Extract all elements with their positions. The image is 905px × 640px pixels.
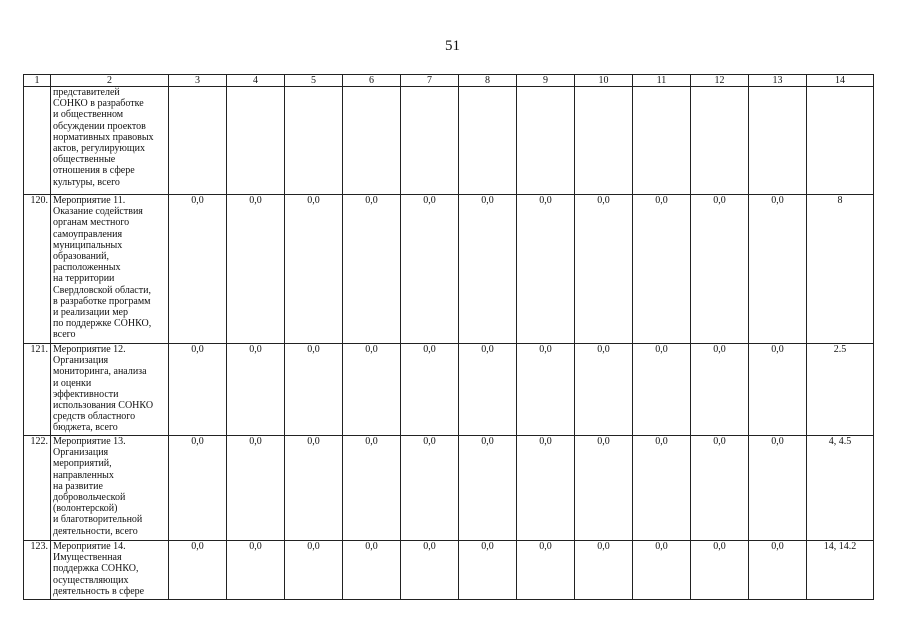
row-name: Мероприятие 12. Организация мониторинга, анализа и оценки эффективности использования СОНКО средств областного бюджета, всего — [51, 344, 169, 436]
row-value: 0,0 — [401, 344, 459, 436]
row-value: 0,0 — [227, 436, 285, 541]
row-target: 8 — [807, 195, 874, 344]
row-value: 0,0 — [459, 195, 517, 344]
row-value: 0,0 — [343, 541, 401, 600]
row-value — [459, 87, 517, 195]
row-value: 0,0 — [517, 541, 575, 600]
row-value: 0,0 — [691, 195, 749, 344]
row-value: 0,0 — [633, 344, 691, 436]
row-value: 0,0 — [401, 541, 459, 600]
row-number: 123. — [24, 541, 51, 600]
row-target: 4, 4.5 — [807, 436, 874, 541]
row-value — [227, 87, 285, 195]
row-value: 0,0 — [633, 436, 691, 541]
table-row — [24, 541, 874, 600]
row-value — [343, 87, 401, 195]
row-value: 0,0 — [285, 436, 343, 541]
row-number: 120. — [24, 195, 51, 344]
row-value: 0,0 — [459, 344, 517, 436]
table-row — [24, 87, 874, 195]
row-target: 14, 14.2 — [807, 541, 874, 600]
row-value: 0,0 — [633, 541, 691, 600]
row-name: Мероприятие 13. Организация мероприятий, направленных на развитие добровольческой (волонтерской) и благотворительной деятельности, всего — [51, 436, 169, 541]
row-value: 0,0 — [749, 344, 807, 436]
row-value: 0,0 — [749, 541, 807, 600]
row-value — [517, 87, 575, 195]
row-value — [401, 87, 459, 195]
row-value — [749, 87, 807, 195]
row-value: 0,0 — [691, 344, 749, 436]
row-name: представителей СОНКО в разработке и общественном обсуждении проектов нормативных правовых актов, регулирующих общественные отношения в сфере культуры, всего — [51, 87, 169, 195]
table-row — [24, 344, 874, 436]
row-value: 0,0 — [691, 436, 749, 541]
column-header: 8 — [459, 75, 517, 87]
row-value: 0,0 — [517, 436, 575, 541]
column-header: 4 — [227, 75, 285, 87]
row-value: 0,0 — [285, 541, 343, 600]
row-value: 0,0 — [343, 344, 401, 436]
row-value: 0,0 — [343, 195, 401, 344]
row-value — [285, 87, 343, 195]
row-value: 0,0 — [575, 344, 633, 436]
row-number: 122. — [24, 436, 51, 541]
row-target: 2.5 — [807, 344, 874, 436]
column-header: 6 — [343, 75, 401, 87]
row-number: 121. — [24, 344, 51, 436]
column-header: 11 — [633, 75, 691, 87]
row-number — [24, 87, 51, 195]
row-value: 0,0 — [517, 195, 575, 344]
row-value: 0,0 — [691, 541, 749, 600]
table-row — [24, 195, 874, 344]
column-header-row — [24, 75, 874, 87]
row-value: 0,0 — [285, 195, 343, 344]
row-value — [691, 87, 749, 195]
column-header: 12 — [691, 75, 749, 87]
row-name: Мероприятие 11. Оказание содействия органам местного самоуправления муниципальных образований, расположенных на территории Свердловской области, в разработке программ и реализации мер по поддержке СОНКО, всего — [51, 195, 169, 344]
row-target — [807, 87, 874, 195]
row-value: 0,0 — [575, 436, 633, 541]
column-header: 10 — [575, 75, 633, 87]
row-value: 0,0 — [227, 541, 285, 600]
row-value: 0,0 — [169, 344, 227, 436]
row-value: 0,0 — [169, 436, 227, 541]
column-header: 1 — [24, 75, 51, 87]
row-value: 0,0 — [749, 436, 807, 541]
row-value: 0,0 — [517, 344, 575, 436]
row-value: 0,0 — [459, 541, 517, 600]
row-value: 0,0 — [401, 195, 459, 344]
row-name: Мероприятие 14. Имущественная поддержка СОНКО, осуществляющих деятельность в сфере — [51, 541, 169, 600]
table-row — [24, 436, 874, 541]
row-value — [633, 87, 691, 195]
data-table — [23, 74, 874, 600]
row-value — [169, 87, 227, 195]
row-value: 0,0 — [575, 195, 633, 344]
row-value: 0,0 — [169, 541, 227, 600]
row-value: 0,0 — [227, 195, 285, 344]
row-value: 0,0 — [633, 195, 691, 344]
column-header: 5 — [285, 75, 343, 87]
row-value: 0,0 — [169, 195, 227, 344]
row-value: 0,0 — [401, 436, 459, 541]
page-number: 51 — [445, 38, 460, 54]
column-header: 7 — [401, 75, 459, 87]
column-header: 2 — [51, 75, 169, 87]
row-value: 0,0 — [285, 344, 343, 436]
row-value: 0,0 — [575, 541, 633, 600]
column-header: 9 — [517, 75, 575, 87]
column-header: 3 — [169, 75, 227, 87]
column-header: 13 — [749, 75, 807, 87]
row-value: 0,0 — [749, 195, 807, 344]
row-value: 0,0 — [343, 436, 401, 541]
column-header: 14 — [807, 75, 874, 87]
row-value: 0,0 — [459, 436, 517, 541]
row-value: 0,0 — [227, 344, 285, 436]
row-value — [575, 87, 633, 195]
